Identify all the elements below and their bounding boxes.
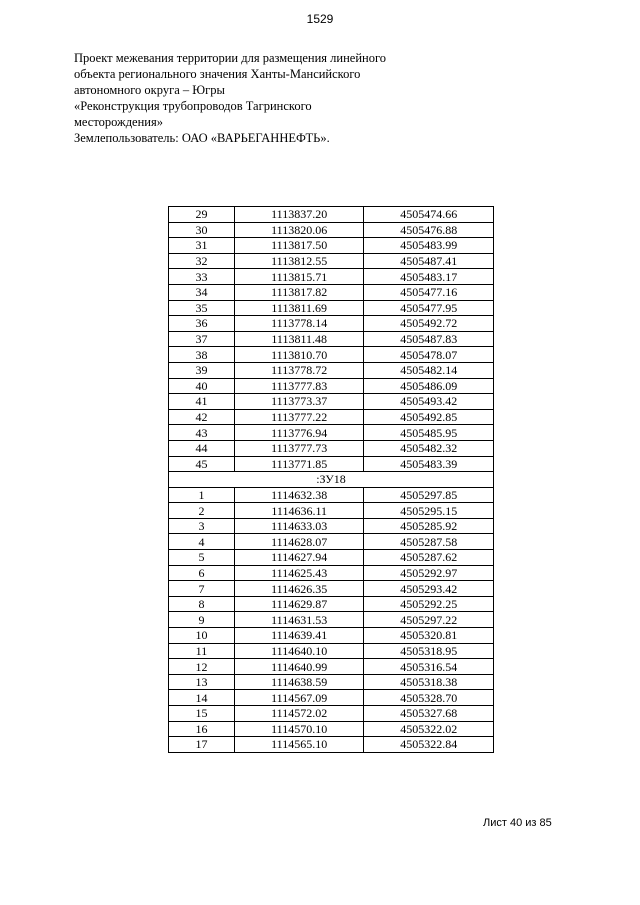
point-number-cell: 8 xyxy=(169,596,235,612)
header-line: объекта регионального значения Ханты-Мансийского xyxy=(74,67,361,81)
table-row xyxy=(169,362,494,378)
x-coordinate-cell: 1113820.06 xyxy=(234,222,364,238)
table-row xyxy=(169,284,494,300)
table-row xyxy=(169,674,494,690)
point-number-cell: 41 xyxy=(169,394,235,410)
point-number-cell: 5 xyxy=(169,550,235,566)
point-number-cell: 11 xyxy=(169,643,235,659)
table-row xyxy=(169,643,494,659)
point-number-cell: 16 xyxy=(169,721,235,737)
table-row xyxy=(169,207,494,223)
point-number-cell: 12 xyxy=(169,659,235,675)
table-row xyxy=(169,316,494,332)
x-coordinate-cell: 1113773.37 xyxy=(234,394,364,410)
x-coordinate-cell: 1114627.94 xyxy=(234,550,364,566)
x-coordinate-cell: 1114638.59 xyxy=(234,674,364,690)
y-coordinate-cell: 4505320.81 xyxy=(364,628,494,644)
table-row xyxy=(169,706,494,722)
point-number-cell: 4 xyxy=(169,534,235,550)
y-coordinate-cell: 4505292.97 xyxy=(364,565,494,581)
y-coordinate-cell: 4505318.38 xyxy=(364,674,494,690)
point-number-cell: 43 xyxy=(169,425,235,441)
point-number-cell: 9 xyxy=(169,612,235,628)
y-coordinate-cell: 4505482.32 xyxy=(364,440,494,456)
x-coordinate-cell: 1114632.38 xyxy=(234,487,364,503)
table-row xyxy=(169,737,494,753)
y-coordinate-cell: 4505483.17 xyxy=(364,269,494,285)
y-coordinate-cell: 4505487.41 xyxy=(364,253,494,269)
point-number-cell: 2 xyxy=(169,503,235,519)
table-row xyxy=(169,534,494,550)
header-line: Проект межевания территории для размещения линейного xyxy=(74,51,387,65)
table-row xyxy=(169,596,494,612)
table-row xyxy=(169,503,494,519)
coordinates-table-body xyxy=(169,207,494,753)
table-row xyxy=(169,659,494,675)
table-row xyxy=(169,409,494,425)
header-line: месторождения» xyxy=(74,115,163,129)
y-coordinate-cell: 4505486.09 xyxy=(364,378,494,394)
point-number-cell: 29 xyxy=(169,207,235,223)
table-row xyxy=(169,300,494,316)
x-coordinate-cell: 1113817.50 xyxy=(234,238,364,254)
y-coordinate-cell: 4505492.72 xyxy=(364,316,494,332)
y-coordinate-cell: 4505474.66 xyxy=(364,207,494,223)
x-coordinate-cell: 1113815.71 xyxy=(234,269,364,285)
y-coordinate-cell: 4505295.15 xyxy=(364,503,494,519)
y-coordinate-cell: 4505487.83 xyxy=(364,331,494,347)
point-number-cell: 6 xyxy=(169,565,235,581)
table-row xyxy=(169,612,494,628)
point-number-cell: 1 xyxy=(169,487,235,503)
x-coordinate-cell: 1113812.55 xyxy=(234,253,364,269)
point-number-cell: 44 xyxy=(169,440,235,456)
y-coordinate-cell: 4505297.22 xyxy=(364,612,494,628)
point-number-cell: 3 xyxy=(169,518,235,534)
point-number-cell: 31 xyxy=(169,238,235,254)
header-line: автономного округа – Югры xyxy=(74,83,225,97)
table-row xyxy=(169,253,494,269)
y-coordinate-cell: 4505322.02 xyxy=(364,721,494,737)
y-coordinate-cell: 4505287.58 xyxy=(364,534,494,550)
table-row xyxy=(169,347,494,363)
document-header xyxy=(74,50,394,146)
y-coordinate-cell: 4505477.95 xyxy=(364,300,494,316)
y-coordinate-cell: 4505483.39 xyxy=(364,456,494,472)
table-row xyxy=(169,690,494,706)
table-row xyxy=(169,518,494,534)
x-coordinate-cell: 1113777.22 xyxy=(234,409,364,425)
y-coordinate-cell: 4505285.92 xyxy=(364,518,494,534)
y-coordinate-cell: 4505297.85 xyxy=(364,487,494,503)
section-row xyxy=(169,472,494,488)
table-row xyxy=(169,550,494,566)
table-row xyxy=(169,581,494,597)
point-number-cell: 42 xyxy=(169,409,235,425)
land-user-value: : ОАО «ВАРЬЕГАННЕФТЬ». xyxy=(175,131,330,145)
point-number-cell: 7 xyxy=(169,581,235,597)
y-coordinate-cell: 4505485.95 xyxy=(364,425,494,441)
y-coordinate-cell: 4505493.42 xyxy=(364,394,494,410)
point-number-cell: 40 xyxy=(169,378,235,394)
y-coordinate-cell: 4505327.68 xyxy=(364,706,494,722)
point-number-cell: 32 xyxy=(169,253,235,269)
table-row xyxy=(169,565,494,581)
y-coordinate-cell: 4505476.88 xyxy=(364,222,494,238)
page-number: 1529 xyxy=(306,12,334,26)
x-coordinate-cell: 1114629.87 xyxy=(234,596,364,612)
section-label: :ЗУ18 xyxy=(169,472,494,488)
table-row xyxy=(169,721,494,737)
y-coordinate-cell: 4505483.99 xyxy=(364,238,494,254)
table-row xyxy=(169,440,494,456)
x-coordinate-cell: 1113778.14 xyxy=(234,316,364,332)
table-row xyxy=(169,222,494,238)
x-coordinate-cell: 1113776.94 xyxy=(234,425,364,441)
x-coordinate-cell: 1114570.10 xyxy=(234,721,364,737)
sheet-counter: Лист 40 из 85 xyxy=(483,817,552,829)
y-coordinate-cell: 4505492.85 xyxy=(364,409,494,425)
point-number-cell: 36 xyxy=(169,316,235,332)
x-coordinate-cell: 1114572.02 xyxy=(234,706,364,722)
y-coordinate-cell: 4505328.70 xyxy=(364,690,494,706)
point-number-cell: 13 xyxy=(169,674,235,690)
x-coordinate-cell: 1114640.99 xyxy=(234,659,364,675)
point-number-cell: 14 xyxy=(169,690,235,706)
point-number-cell: 33 xyxy=(169,269,235,285)
y-coordinate-cell: 4505322.84 xyxy=(364,737,494,753)
x-coordinate-cell: 1113811.48 xyxy=(234,331,364,347)
x-coordinate-cell: 1113837.20 xyxy=(234,207,364,223)
x-coordinate-cell: 1113777.73 xyxy=(234,440,364,456)
point-number-cell: 30 xyxy=(169,222,235,238)
x-coordinate-cell: 1114625.43 xyxy=(234,565,364,581)
x-coordinate-cell: 1113778.72 xyxy=(234,362,364,378)
x-coordinate-cell: 1113810.70 xyxy=(234,347,364,363)
x-coordinate-cell: 1113777.83 xyxy=(234,378,364,394)
y-coordinate-cell: 4505287.62 xyxy=(364,550,494,566)
x-coordinate-cell: 1113811.69 xyxy=(234,300,364,316)
table-row xyxy=(169,487,494,503)
y-coordinate-cell: 4505293.42 xyxy=(364,581,494,597)
point-number-cell: 15 xyxy=(169,706,235,722)
land-user-label: Землепользователь xyxy=(74,131,176,145)
coordinates-table xyxy=(168,206,494,753)
x-coordinate-cell: 1114636.11 xyxy=(234,503,364,519)
table-row xyxy=(169,628,494,644)
point-number-cell: 10 xyxy=(169,628,235,644)
point-number-cell: 34 xyxy=(169,284,235,300)
point-number-cell: 17 xyxy=(169,737,235,753)
land-user-line xyxy=(74,130,394,146)
point-number-cell: 37 xyxy=(169,331,235,347)
x-coordinate-cell: 1114639.41 xyxy=(234,628,364,644)
x-coordinate-cell: 1114631.53 xyxy=(234,612,364,628)
y-coordinate-cell: 4505482.14 xyxy=(364,362,494,378)
table-row xyxy=(169,378,494,394)
x-coordinate-cell: 1114567.09 xyxy=(234,690,364,706)
table-row xyxy=(169,456,494,472)
y-coordinate-cell: 4505477.16 xyxy=(364,284,494,300)
x-coordinate-cell: 1114626.35 xyxy=(234,581,364,597)
point-number-cell: 39 xyxy=(169,362,235,378)
table-row xyxy=(169,238,494,254)
table-row xyxy=(169,425,494,441)
point-number-cell: 45 xyxy=(169,456,235,472)
x-coordinate-cell: 1114565.10 xyxy=(234,737,364,753)
table-row xyxy=(169,394,494,410)
x-coordinate-cell: 1113817.82 xyxy=(234,284,364,300)
table-row xyxy=(169,269,494,285)
table-row xyxy=(169,331,494,347)
point-number-cell: 38 xyxy=(169,347,235,363)
point-number-cell: 35 xyxy=(169,300,235,316)
y-coordinate-cell: 4505316.54 xyxy=(364,659,494,675)
header-line: «Реконструкция трубопроводов Тагринского xyxy=(74,99,312,113)
x-coordinate-cell: 1113771.85 xyxy=(234,456,364,472)
x-coordinate-cell: 1114640.10 xyxy=(234,643,364,659)
y-coordinate-cell: 4505318.95 xyxy=(364,643,494,659)
x-coordinate-cell: 1114633.03 xyxy=(234,518,364,534)
y-coordinate-cell: 4505478.07 xyxy=(364,347,494,363)
y-coordinate-cell: 4505292.25 xyxy=(364,596,494,612)
x-coordinate-cell: 1114628.07 xyxy=(234,534,364,550)
